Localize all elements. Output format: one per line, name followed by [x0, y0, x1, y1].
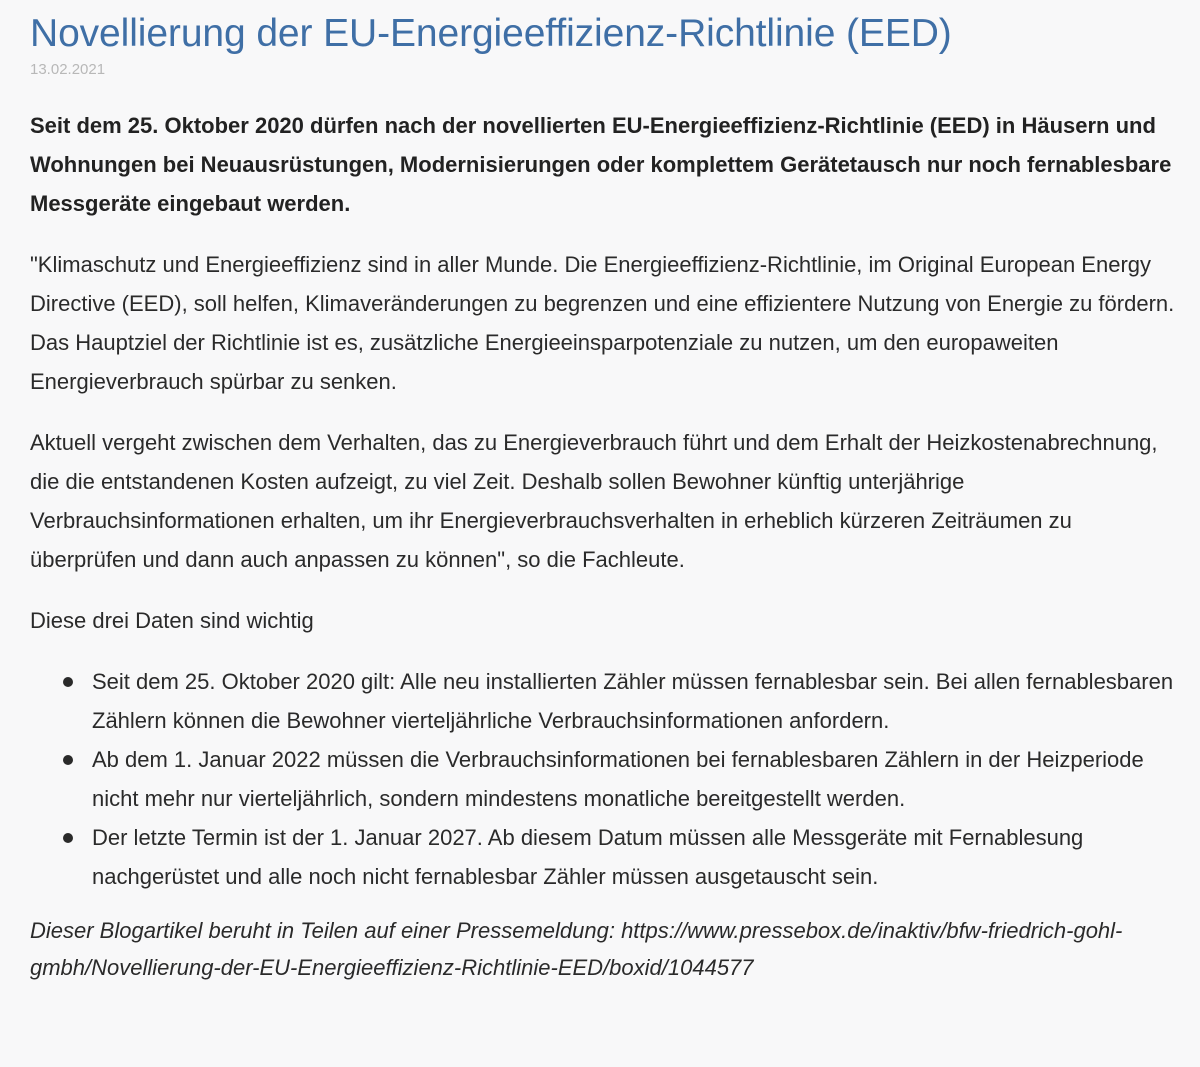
list-intro: Diese drei Daten sind wichtig	[30, 608, 314, 633]
key-dates-list	[30, 662, 1175, 896]
list-item	[92, 740, 1175, 818]
article-paragraph-1: "Klimaschutz und Energieeffizienz sind in aller Munde. Die Energieeffizienz-Richtlinie, im Original European Energy Directive (EED), soll helfen, Klimaveränderungen zu begrenzen und eine effizientere Nutzung von Energie zu fördern. Das Hauptziel der Richtlinie ist es, zusätzliche Energieeinsparpotenziale zu nutzen, um den europaweiten Energieverbrauch spürbar zu senken.	[30, 252, 1175, 394]
article	[30, 0, 1175, 986]
bullet-icon	[63, 833, 73, 843]
article-paragraph-2: Aktuell vergeht zwischen dem Verhalten, das zu Energieverbrauch führt und dem Erhalt der Heizkostenabrechnung, die die entstandenen Kosten aufzeigt, zu viel Zeit. Deshalb sollen Bewohner künftig unterjährige Verbrauchsinformationen erhalten, um ihr Energieverbrauchsverhalten in erheblich kürzeren Zeiträumen zu überprüfen und dann auch anpassen zu können", so die Fachleute.	[30, 430, 1158, 572]
bullet-icon	[63, 677, 73, 687]
article-lead: Seit dem 25. Oktober 2020 dürfen nach der novellierten EU-Energieeffizienz-Richtlinie (EED) in Häusern und Wohnungen bei Neuausrüstungen, Modernisierungen oder komplettem Gerätetausch nur noch fernablesbare Messgeräte eingebaut werden.	[30, 113, 1172, 216]
list-item	[92, 818, 1175, 896]
bullet-icon	[63, 755, 73, 765]
list-item-text: Ab dem 1. Januar 2022 müssen die Verbrauchsinformationen bei fernablesbaren Zählern in der Heizperiode nicht mehr nur vierteljährlich, sondern mindestens monatliche bereitgestellt werden.	[92, 747, 1144, 811]
source-note: Dieser Blogartikel beruht in Teilen auf einer Pressemeldung: https://www.pressebox.de/inaktiv/bfw-friedrich-gohl-gmbh/Novellierung-der-EU-Energieeffizienz-Richtlinie-EED/boxid/1044577	[30, 918, 1123, 980]
article-date: 13.02.2021	[30, 61, 106, 78]
list-item	[92, 662, 1175, 740]
list-item-text: Seit dem 25. Oktober 2020 gilt: Alle neu installierten Zähler müssen fernablesbar sein. Bei allen fernablesbaren Zählern können die Bewohner vierteljährliche Verbrauchsinformationen anfordern.	[92, 669, 1174, 733]
list-item-text: Der letzte Termin ist der 1. Januar 2027. Ab diesem Datum müssen alle Messgeräte mit Fernablesung nachgerüstet und alle noch nicht fernablesbar Zähler müssen ausgetauscht sein.	[92, 825, 1084, 889]
article-title: Novellierung der EU-Energieeffizienz-Richtlinie (EED)	[30, 12, 952, 55]
